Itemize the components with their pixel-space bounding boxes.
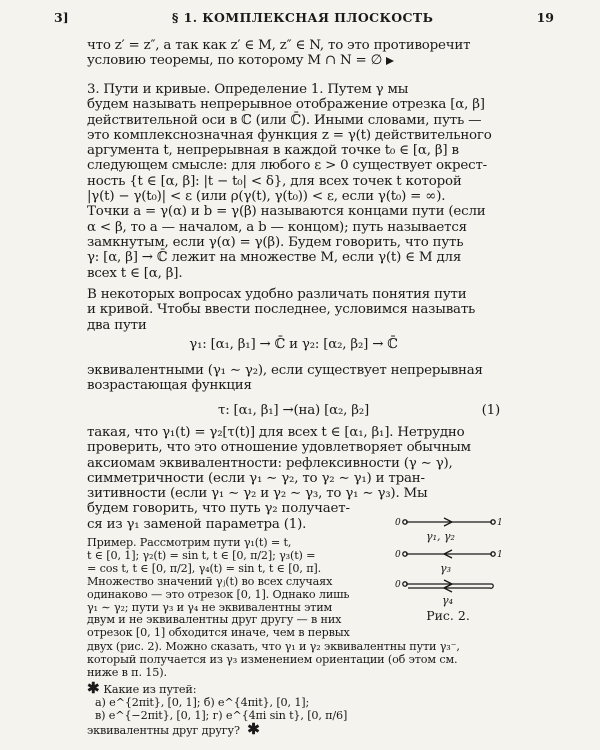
text-line: |γ(t) − γ(t₀)| < ε (или ρ(γ(t), γ(t₀)) < ε, если γ(t₀) = ∞). [87, 189, 446, 205]
exercise-star-icon: ✱ [87, 679, 100, 697]
equation-paths [87, 337, 500, 352]
text-line: Множество значений γⱼ(t) во всех случаях [87, 574, 333, 588]
text-line: который получается из γ₃ изменением ориентации (об этом см. [87, 652, 458, 666]
text-line: следующем смысле: для любого ε > 0 существует окрест- [87, 158, 487, 174]
text-line: будем говорить, что путь γ₂ получает- [87, 501, 350, 517]
text-line: условию теоремы, по которому M ∩ N = ∅ [87, 53, 500, 68]
text-line: одинаково — это отрезок [0, 1]. Однако лишь [87, 587, 350, 601]
text-line: замкнутым, если γ(α) = γ(β). Будем говорить, что путь [87, 234, 464, 250]
text-line: отрезок [0, 1] обходится иначе, чем в первых [87, 626, 350, 640]
text-line: зитивности (если γ₁ ∼ γ₂ и γ₂ ∼ γ₃, то γ₁ ∼ γ₃). Мы [87, 486, 428, 502]
text-line: действительной оси в ℂ (или ℂ̄). Иными словами, путь — [87, 112, 482, 128]
exercise-option: в) e^{−2πit}, [0, 1]; г) e^{4πi sin t}, [0, π/6] [95, 708, 348, 722]
paragraph-definition [87, 82, 500, 281]
exercise-end-star-icon: ✱ [247, 719, 260, 738]
label-zero: 0 [395, 518, 401, 528]
display-equation: τ: [α₁, β₁] →(на) [α₂, β₂] [217, 403, 370, 418]
svg-text:0: 0 [395, 580, 401, 590]
text-line: аргумента t, непрерывная в каждой точке t₀ ∈ [α, β] в [87, 143, 459, 159]
text-line: α < β, то a — началом, а b — концом); путь называется [87, 219, 467, 235]
display-equation: γ₁: [α₁, β₁] → ℂ̄ и γ₂: [α₂, β₂] → ℂ̄ [189, 337, 398, 352]
text-line: проверить, что это отношение удовлетворяет обычным [87, 440, 471, 456]
text-line: ся из γ₁ заменой параметра (1). [87, 516, 307, 532]
label-gamma4: γ₄ [442, 594, 453, 607]
text-line: ниже в п. 15). [87, 665, 167, 679]
exercise [87, 679, 500, 738]
text-line: два пути [87, 317, 147, 333]
text-line: будем называть непрерывное отображение отрезка [α, β] [87, 97, 485, 113]
text-line: двум и не эквивалентны друг другу — в них [87, 613, 342, 627]
figure-2 [392, 512, 504, 642]
paragraph-equivalent [87, 363, 500, 394]
running-title: § 1. КОМПЛЕКСНАЯ ПЛОСКОСТЬ [171, 10, 434, 25]
text-line: и кривой. Чтобы ввести последнее, условимся называть [87, 302, 476, 318]
equation-number: (1) [481, 403, 500, 418]
exercise-option: а) e^{2πit}, [0, 1]; б) e^{4πit}, [0, 1]; [95, 695, 310, 709]
paths-diagram [392, 512, 504, 608]
svg-text:0: 0 [395, 550, 401, 560]
text-line: что z′ = z″, а так как z′ ∈ M, z″ ∈ N, то это противоречит [87, 38, 471, 53]
paragraph-curves [87, 287, 500, 333]
text-line: Пример. Рассмотрим пути γ₁(t) = t, [87, 536, 292, 549]
text-line: = cos t, t ∈ [0, π/2], γ₄(t) = sin t, t ∈ [0, π]. [87, 561, 322, 575]
text-line: эквивалентными (γ₁ ∼ γ₂), если существует непрерывная [87, 363, 483, 378]
svg-text:1: 1 [497, 550, 503, 560]
equation-tau [87, 403, 500, 418]
text-line: В некоторых вопросах удобно различать понятия пути [87, 287, 467, 302]
text-line: ✱ Какие из путей: [87, 679, 197, 697]
paragraph-after-example [87, 641, 500, 680]
text-line: ность {t ∈ [α, β]: |t − t₀| < δ}, для всех точек t которой [87, 173, 462, 189]
text-line: такая, что γ₁(t) = γ₂[τ(t)] для всех t ∈ [α₁, β₁]. Нетрудно [87, 425, 465, 440]
paragraph-proof-end [87, 38, 500, 69]
text-line: γ₁ ∼ γ₂; пути γ₃ и γ₄ не эквивалентны этим [87, 600, 333, 614]
text-line: аксиомам эквивалентности: рефлексивности (γ ∼ γ), [87, 455, 453, 471]
text-line: t ∈ [0, 1]; γ₂(t) = sin t, t ∈ [0, π/2]; γ₃(t) = [87, 548, 316, 562]
text-line: 3. Пути и кривые. Определение 1. Путем γ мы [87, 82, 409, 97]
text-line: возрастающая функция [87, 378, 252, 394]
end-of-proof-mark [386, 57, 394, 65]
label-one: 1 [497, 518, 503, 528]
section-number: 3] [54, 10, 69, 25]
text-line: эквивалентны друг другу? ✱ [87, 719, 260, 738]
text-line: всех t ∈ [α, β]. [87, 265, 183, 281]
page-number: 19 [536, 10, 554, 25]
text-line: двух (рис. 2). Можно сказать, что γ₁ и γ₂ эквивалентны пути γ₃⁻, [87, 640, 460, 653]
text-line: это комплекснозначная функция z = γ(t) действительного [87, 127, 492, 143]
text-line: Точки a = γ(α) и b = γ(β) называются концами пути (если [87, 204, 486, 220]
label-gamma3: γ₃ [440, 562, 451, 575]
running-header [54, 10, 554, 28]
text-line: симметричности (если γ₁ ∼ γ₂, то γ₂ ∼ γ₁) и тран- [87, 470, 425, 486]
figure-caption: Рис. 2. [426, 608, 470, 623]
text-line: γ: [α, β] → ℂ̄ лежит на множестве M, если γ(t) ∈ M для [87, 250, 462, 266]
label-gamma12: γ₁, γ₂ [426, 530, 455, 543]
